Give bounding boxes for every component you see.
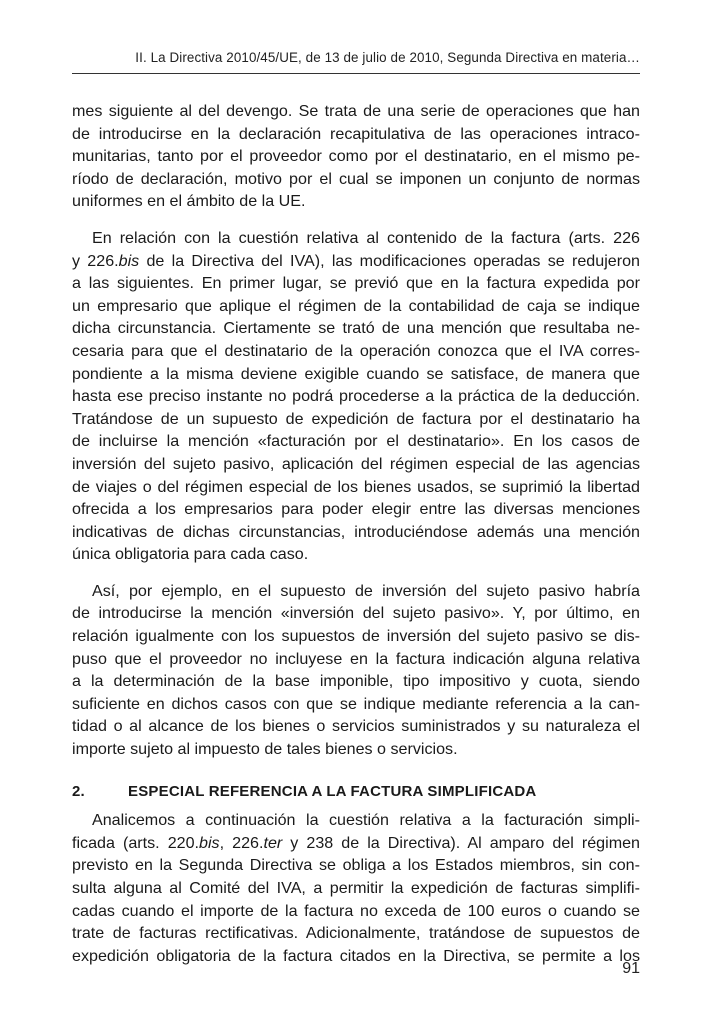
text-line: inversión del sujeto pasivo, aplicación del régimen especial de las agencias [72,454,640,473]
text-line: ríodo de declaración, motivo por el cual se imponen un conjunto de normas [72,169,640,188]
text-line: uniformes en el ámbito de la UE. [72,192,306,211]
text-line: Así, por ejemplo, en el supuesto de inversión del sujeto pasivo habría [92,581,640,600]
section-heading [72,781,640,804]
text-line: única obligatoria para cada caso. [72,545,309,564]
section-title: ESPECIAL REFERENCIA A LA FACTURA SIMPLIFICADA [128,782,537,800]
text-line: En relación con la cuestión relativa al contenido de la factura (arts. 226 [92,228,640,247]
running-header: II. La Directiva 2010/45/UE, de 13 de julio de 2010, Segunda Directiva en materia… [135,50,640,65]
paragraph-2 [72,227,640,566]
text-line: dicha circunstancia. Ciertamente se trató de una mención que resultaba ne- [72,319,640,338]
text-line: ficada (arts. 220.bis, 226.ter y 238 de la Directiva). Al amparo del régimen [72,833,641,852]
text-line: a la determinación de la base imponible, tipo impositivo y cuota, siendo [72,672,640,691]
text-line: de viajes o del régimen especial de los bienes usados, se suprimió la libertad [72,477,640,496]
page-number: 91 [622,960,640,977]
text-line: de introducirse la mención «inversión del sujeto pasivo». Y, por último, en [72,604,640,623]
text-line: indicativas de dichas circunstancias, introduciéndose además una mención [72,522,640,541]
paragraph-3 [72,580,640,761]
paragraph-1 [72,100,640,213]
text-line: tidad o al alcance de los bienes o servicios suministrados y su naturaleza el [72,717,640,736]
text-line: Tratándose de un supuesto de expedición de factura por el destinatario ha [72,409,640,428]
text-line: expedición obligatoria de la factura citados en la Directiva, se permite a los [72,946,640,965]
text-line: ofrecida a los empresarios para poder elegir entre las diversas menciones [72,500,640,519]
text-line: un empresario que aplique el régimen de la contabilidad de caja se indique [72,296,640,315]
text-line: puso que el proveedor no incluyese en la factura indicación alguna relativa [72,649,640,668]
header-rule [72,73,640,74]
text-line: sulta alguna al Comité del IVA, a permitir la expedición de facturas simplifi- [72,879,640,897]
text-line: relación igualmente con los supuestos de inversión del sujeto pasivo se dis- [72,627,640,646]
text-line: importe sujeto al impuesto de tales bienes o servicios. [72,740,458,759]
text-line: Analicemos a continuación la cuestión relativa a la facturación simpli- [92,811,640,830]
paragraph-4 [72,809,640,967]
text-line: y 226.bis de la Directiva del IVA), las modificaciones operadas se redujeron [72,251,640,270]
text-line: mes siguiente al del devengo. Se trata de una serie de operaciones que han [72,102,640,120]
text-line: a las siguientes. En primer lugar, se previó que en la factura expedida por [72,274,640,293]
text-line: de introducirse en la declaración recapitulativa de las operaciones intraco- [72,124,640,143]
text-line: cadas cuando el importe de la factura no exceda de 100 euros o cuando se [72,901,640,920]
text-line: previsto en la Segunda Directiva se obliga a los Estados miembros, sin con- [72,856,640,875]
text-line: munitarias, tanto por el proveedor como por el destinatario, en el mismo pe- [72,147,640,166]
text-line: hasta ese preciso instante no podrá procederse a la práctica de la deducción. [72,387,640,406]
text-line: pondiente a la misma deviene exigible cuando se satisface, de manera que [72,364,640,383]
text-line: de incluirse la mención «facturación por el destinatario». En los casos de [72,432,640,451]
text-line: suficiente en dichos casos con que se indique mediante referencia a la can- [72,694,640,713]
text-line: cesaria para que el destinatario de la operación conozca que el IVA corres- [72,341,640,360]
body-text [72,100,640,967]
section-number: 2. [72,782,85,800]
text-line: trate de facturas rectificativas. Adicionalmente, tratándose de supuestos de [72,924,640,943]
